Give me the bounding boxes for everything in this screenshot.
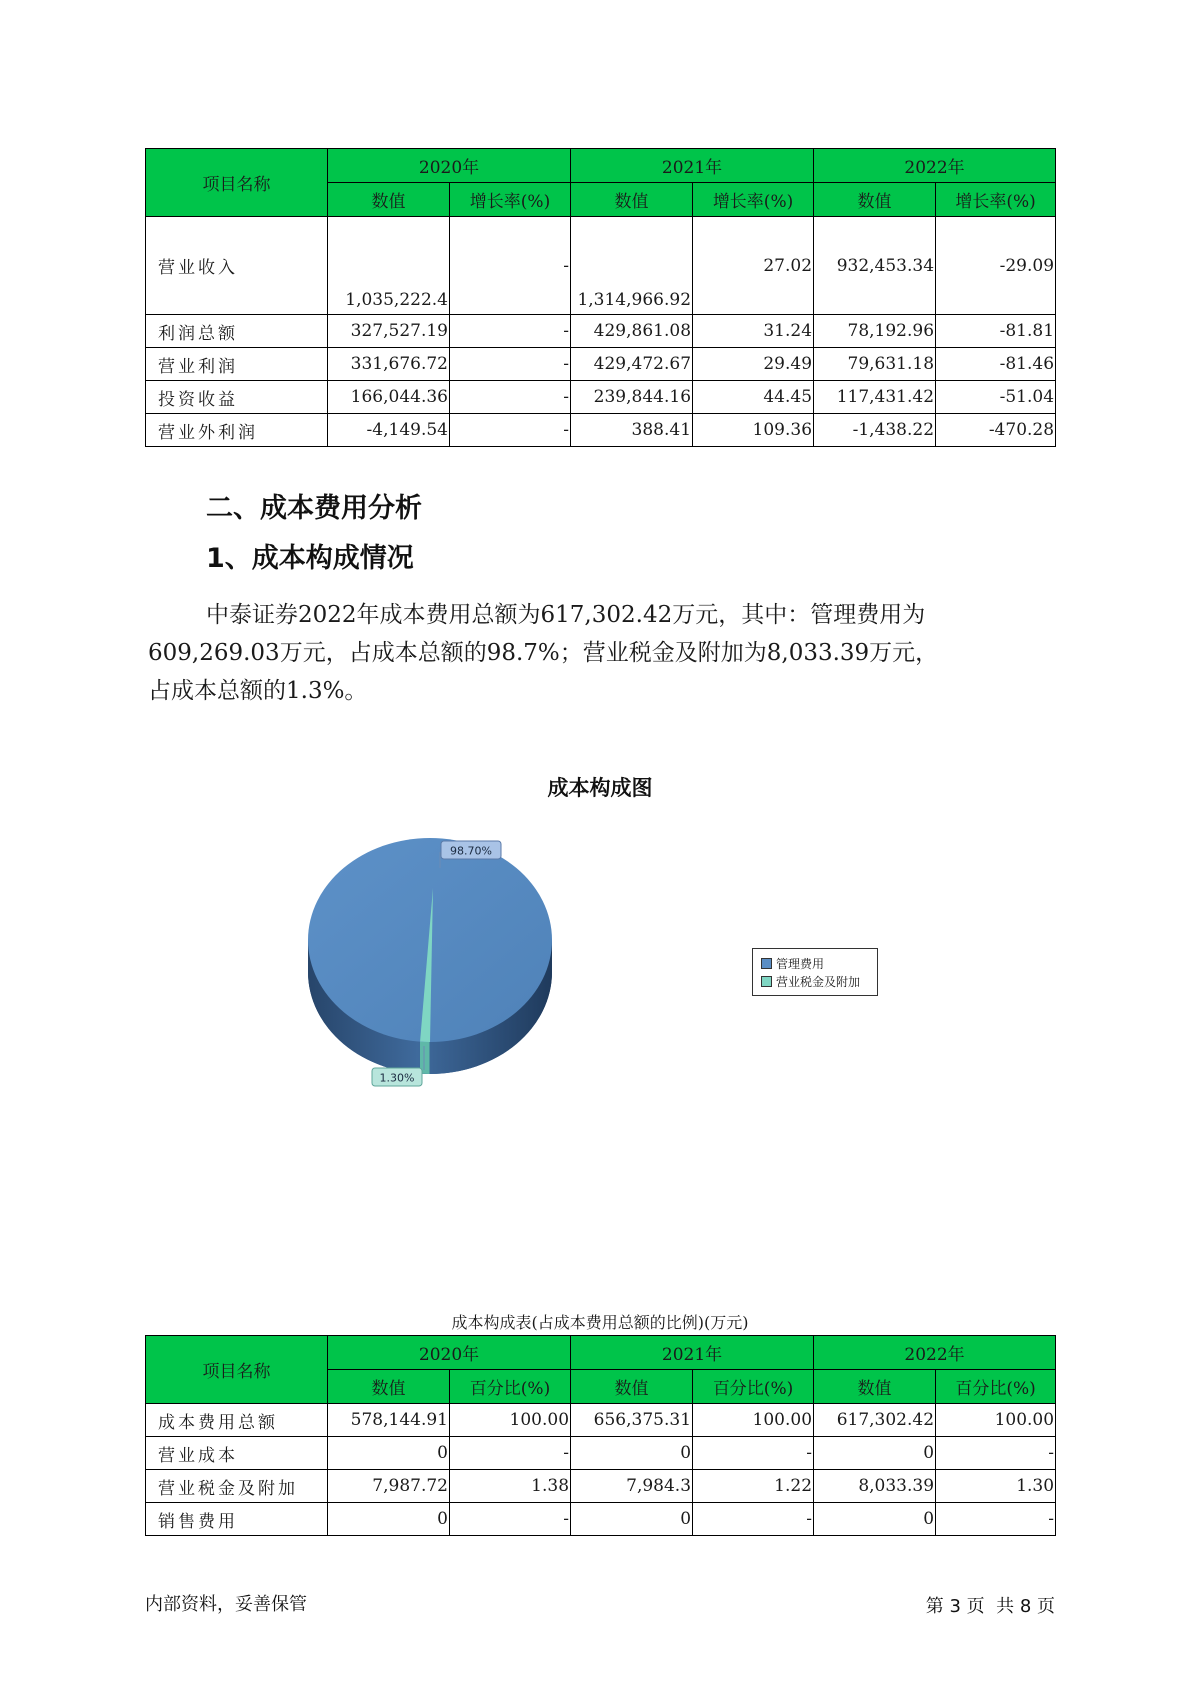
cell-value: 0 <box>328 1437 450 1470</box>
cost-table <box>145 1335 1056 1536</box>
table-row <box>146 315 1056 348</box>
cell-value: 617,302.42 <box>814 1404 936 1437</box>
table-row <box>146 1437 1056 1470</box>
cell-percent: 100.00 <box>693 1404 814 1437</box>
row-label: 营业税金及附加 <box>146 1470 328 1503</box>
row-label: 营业成本 <box>146 1437 328 1470</box>
cell-value: 656,375.31 <box>571 1404 693 1437</box>
header-item-name: 项目名称 <box>146 1336 328 1404</box>
header-percent: 百分比(%) <box>936 1370 1056 1404</box>
header-growth-rate: 增长率(%) <box>450 183 571 217</box>
table-row <box>146 381 1056 414</box>
cell-value: -1,438.22 <box>814 414 936 447</box>
row-label: 投资收益 <box>146 381 328 414</box>
cell-value: 8,033.39 <box>814 1470 936 1503</box>
cell-percent: 100.00 <box>936 1404 1056 1437</box>
data-label-small <box>372 1068 422 1086</box>
legend-item <box>761 954 869 972</box>
row-label: 营业利润 <box>146 348 328 381</box>
cell-value: 0 <box>571 1503 693 1536</box>
row-label: 营业收入 <box>146 217 328 315</box>
header-value: 数值 <box>814 183 936 217</box>
header-value: 数值 <box>328 183 450 217</box>
cell-value: 578,144.91 <box>328 1404 450 1437</box>
header-value: 数值 <box>328 1370 450 1404</box>
cell-value: 932,453.34 <box>814 217 936 315</box>
cell-value: 0 <box>328 1503 450 1536</box>
cell-rate: - <box>450 217 571 315</box>
cell-rate: 27.02 <box>693 217 814 315</box>
header-growth-rate: 增长率(%) <box>936 183 1056 217</box>
cell-rate: 44.45 <box>693 381 814 414</box>
header-growth-rate: 增长率(%) <box>693 183 814 217</box>
data-label-main <box>441 841 501 859</box>
header-percent: 百分比(%) <box>450 1370 571 1404</box>
chart-title: 成本构成图 <box>547 776 653 800</box>
legend-label: 营业税金及附加 <box>776 974 861 989</box>
cell-rate: -29.09 <box>936 217 1056 315</box>
paragraph-line: 609,269.03万元，占成本总额的98.7%；营业税金及附加为8,033.39万元， <box>148 640 939 666</box>
header-value: 数值 <box>571 1370 693 1404</box>
header-item-name: 项目名称 <box>146 149 328 217</box>
cell-value: 388.41 <box>571 414 693 447</box>
cell-percent: 1.30 <box>936 1470 1056 1503</box>
cell-value: 79,631.18 <box>814 348 936 381</box>
cell-value: -4,149.54 <box>328 414 450 447</box>
cell-percent: - <box>450 1437 571 1470</box>
cell-rate: - <box>450 381 571 414</box>
cell-rate: -51.04 <box>936 381 1056 414</box>
cell-percent: 100.00 <box>450 1404 571 1437</box>
header-percent: 百分比(%) <box>693 1370 814 1404</box>
sub-heading: 1、成本构成情况 <box>206 543 414 574</box>
cell-value: 7,987.72 <box>328 1470 450 1503</box>
section-heading: 二、成本费用分析 <box>206 493 422 524</box>
table-caption: 成本构成表(占成本费用总额的比例)(万元) <box>451 1313 749 1332</box>
cell-percent: - <box>693 1437 814 1470</box>
cell-rate: 31.24 <box>693 315 814 348</box>
row-label: 销售费用 <box>146 1503 328 1536</box>
cell-value: 239,844.16 <box>571 381 693 414</box>
cell-value: 331,676.72 <box>328 348 450 381</box>
cell-value: 0 <box>814 1437 936 1470</box>
header-value: 数值 <box>814 1370 936 1404</box>
cell-value: 7,984.3 <box>571 1470 693 1503</box>
data-label-text: 98.70% <box>450 844 492 858</box>
header-year-2021: 2021年 <box>571 149 814 183</box>
cell-percent: 1.38 <box>450 1470 571 1503</box>
legend-item <box>761 972 869 990</box>
cell-value: 166,044.36 <box>328 381 450 414</box>
header-year-2022: 2022年 <box>814 149 1056 183</box>
income-table <box>145 148 1056 447</box>
cell-value: 429,472.67 <box>571 348 693 381</box>
cell-percent: 1.22 <box>693 1470 814 1503</box>
header-year-2022: 2022年 <box>814 1336 1056 1370</box>
cell-rate: 29.49 <box>693 348 814 381</box>
header-value: 数值 <box>571 183 693 217</box>
header-year-2020: 2020年 <box>328 1336 571 1370</box>
footer-page-number: 第 3 页 共 8 页 <box>925 1596 1055 1617</box>
cell-percent: - <box>936 1503 1056 1536</box>
cell-percent: - <box>450 1503 571 1536</box>
row-label: 利润总额 <box>146 315 328 348</box>
cell-rate: - <box>450 315 571 348</box>
cell-rate: -470.28 <box>936 414 1056 447</box>
table-row <box>146 217 1056 315</box>
table-row <box>146 348 1056 381</box>
legend-label: 管理费用 <box>776 956 825 971</box>
cost-pie-chart <box>290 820 570 1090</box>
header-year-2020: 2020年 <box>328 149 571 183</box>
chart-legend <box>752 948 878 996</box>
table-row <box>146 1404 1056 1437</box>
cell-value: 0 <box>571 1437 693 1470</box>
cell-rate: - <box>450 414 571 447</box>
analysis-paragraph <box>148 596 1058 710</box>
cell-value: 0 <box>814 1503 936 1536</box>
cell-value: 78,192.96 <box>814 315 936 348</box>
cell-value: 327,527.19 <box>328 315 450 348</box>
cell-rate: 109.36 <box>693 414 814 447</box>
cell-value: 1,314,966.92 <box>571 217 693 315</box>
cell-rate: - <box>450 348 571 381</box>
cell-value: 117,431.42 <box>814 381 936 414</box>
row-label: 成本费用总额 <box>146 1404 328 1437</box>
row-label: 营业外利润 <box>146 414 328 447</box>
table-row <box>146 1503 1056 1536</box>
legend-swatch <box>761 976 772 987</box>
legend-swatch <box>761 958 772 969</box>
cell-percent: - <box>693 1503 814 1536</box>
paragraph-line: 中泰证券2022年成本费用总额为617,302.42万元，其中：管理费用为 <box>206 602 926 628</box>
table-row <box>146 1470 1056 1503</box>
footer-confidential: 内部资料，妥善保管 <box>145 1594 307 1615</box>
data-label-text: 1.30% <box>379 1071 415 1085</box>
cell-value: 1,035,222.4 <box>328 217 450 315</box>
table-row <box>146 414 1056 447</box>
cell-value: 429,861.08 <box>571 315 693 348</box>
cell-rate: -81.46 <box>936 348 1056 381</box>
cell-rate: -81.81 <box>936 315 1056 348</box>
cell-percent: - <box>936 1437 1056 1470</box>
header-year-2021: 2021年 <box>571 1336 814 1370</box>
paragraph-line: 占成本总额的1.3%。 <box>148 678 368 704</box>
